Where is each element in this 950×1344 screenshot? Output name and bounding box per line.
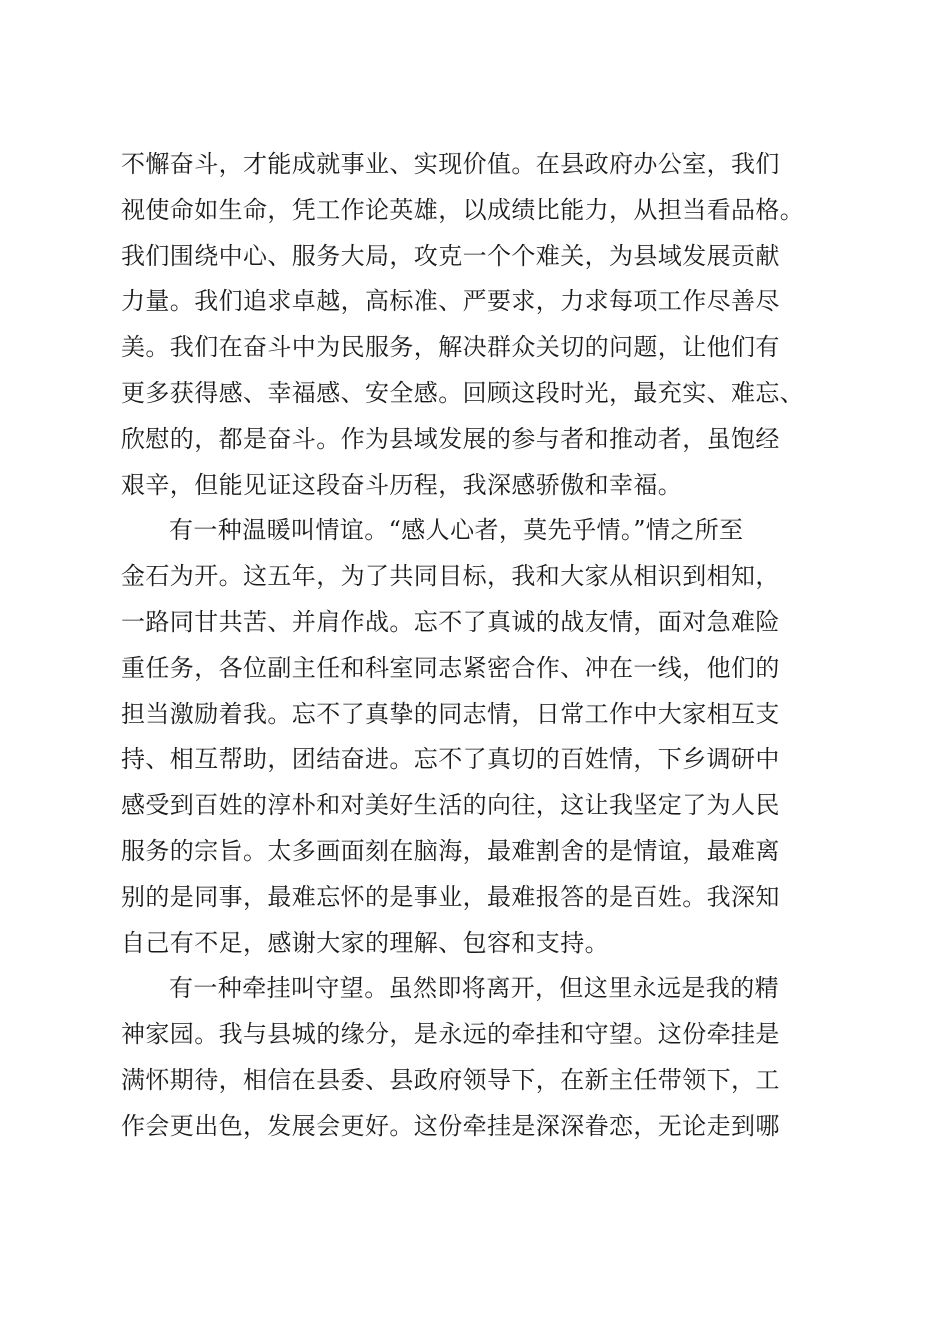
text-line: 重任务，各位副主任和科室同志紧密合作、冲在一线，他们的 xyxy=(121,653,780,682)
text-line: 我们围绕中心、服务大局，攻克一个个难关，为县域发展贡献 xyxy=(121,241,780,270)
text-line: 神家园。我与县城的缘分，是永远的牵挂和守望。这份牵挂是 xyxy=(121,1020,780,1049)
text-line: 不懈奋斗，才能成就事业、实现价值。在县政府办公室，我们 xyxy=(121,150,780,178)
text-line: 金石为开。这五年，为了共同目标，我和大家从相识到相知， xyxy=(121,562,780,591)
text-line: 欣慰的，都是奋斗。作为县域发展的参与者和推动者，虽饱经 xyxy=(121,424,780,453)
text-line: 更多获得感、幸福感、安全感。回顾这段时光，最充实、难忘、 xyxy=(121,378,805,407)
text-line: 持、相互帮助，团结奋进。忘不了真切的百姓情，下乡调研中 xyxy=(121,745,780,774)
text-line: 艰辛，但能见证这段奋斗历程，我深感骄傲和幸福。 xyxy=(121,470,683,499)
paragraph-first-line: 有一种温暖叫情谊。“感人心者，莫先乎情。”情之所至 xyxy=(169,516,744,545)
body-text xyxy=(121,142,841,1150)
text-line: 一路同甘共苦、并肩作战。忘不了真诚的战友情，面对急难险 xyxy=(121,607,780,636)
text-line: 作会更出色，发展会更好。这份牵挂是深深眷恋，无论走到哪 xyxy=(121,1111,780,1140)
text-line: 别的是同事，最难忘怀的是事业，最难报答的是百姓。我深知 xyxy=(121,882,780,911)
text-line: 自己有不足，感谢大家的理解、包容和支持。 xyxy=(121,928,609,957)
text-line: 满怀期待，相信在县委、县政府领导下，在新主任带领下，工 xyxy=(121,1065,780,1094)
paragraph-first-line: 有一种牵挂叫守望。虽然即将离开，但这里永远是我的精 xyxy=(169,974,779,1003)
text-line: 美。我们在奋斗中为民服务，解决群众关切的问题，让他们有 xyxy=(121,333,780,362)
text-line: 担当激励着我。忘不了真挚的同志情，日常工作中大家相互支 xyxy=(121,699,780,728)
text-line: 视使命如生命，凭工作论英雄，以成绩比能力，从担当看品格。 xyxy=(121,195,805,224)
text-line: 感受到百姓的淳朴和对美好生活的向往，这让我坚定了为人民 xyxy=(121,791,780,820)
text-line: 服务的宗旨。太多画面刻在脑海，最难割舍的是情谊，最难离 xyxy=(121,836,780,865)
text-line: 力量。我们追求卓越，高标准、严要求，力求每项工作尽善尽 xyxy=(121,287,780,316)
